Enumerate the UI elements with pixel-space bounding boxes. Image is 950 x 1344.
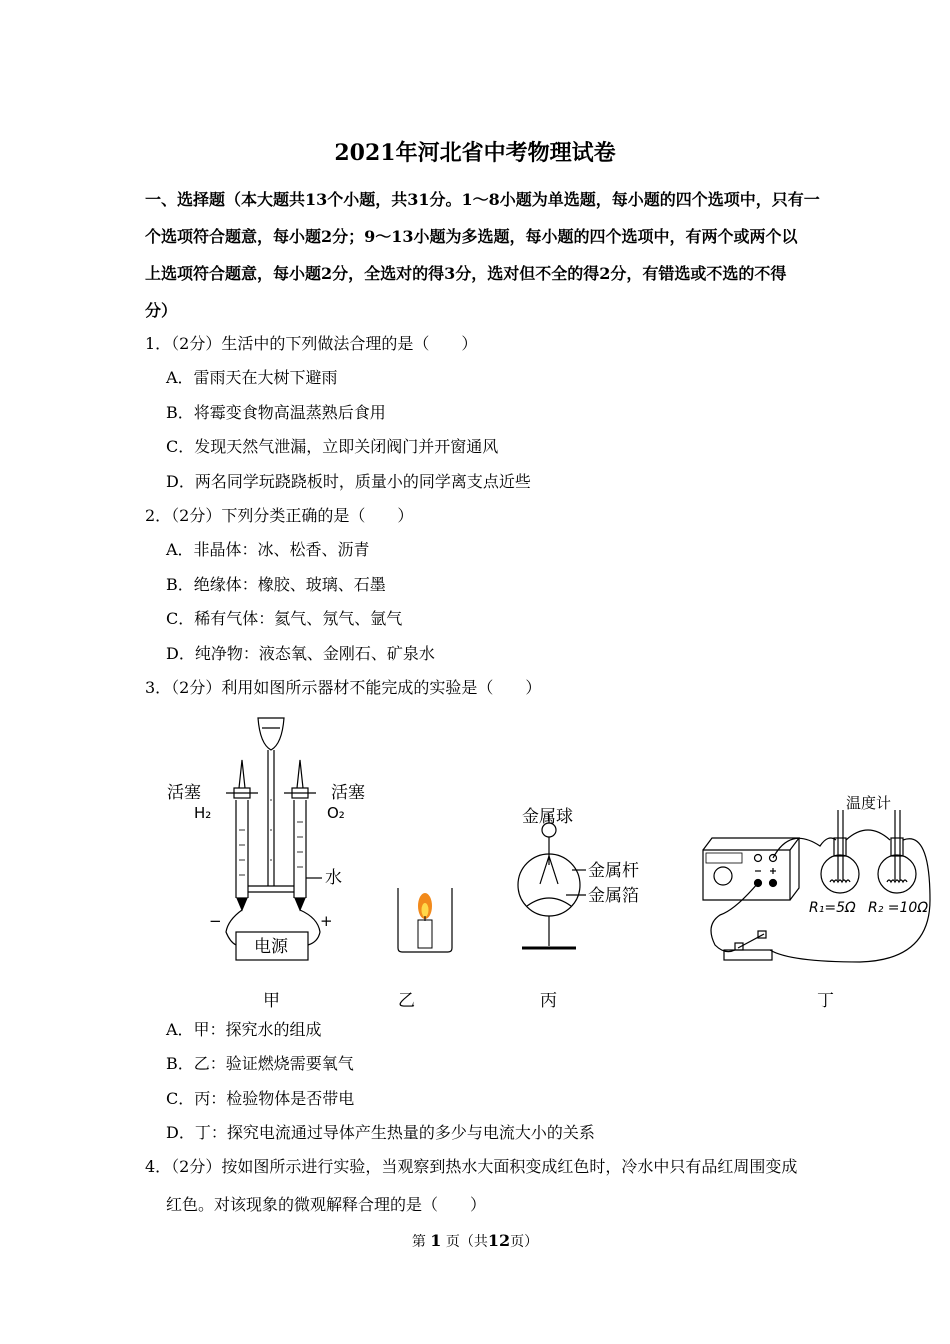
question-1-option-c: C．发现天然气泄漏，立即关闭阀门并开窗通风 [166,437,499,456]
question-3-option-b: B．乙：验证燃烧需要氧气 [166,1054,354,1073]
metal-ball-label: 金属球 [522,807,573,827]
thermometer-label: 温度计 [846,794,892,812]
question-2-option-c: C．稀有气体：氦气、氖气、氩气 [166,609,403,628]
question-4-stem-line-1: 4．（2分）按如图所示进行实验，当观察到热水大面积变成红色时，冷水中只有品红周围变成 [145,1157,798,1176]
resistor-1-label: R₁=5Ω [809,900,856,916]
section-instructions-line-4: 分） [145,301,178,320]
question-2-option-a: A．非晶体：冰、松香、沥青 [166,540,370,559]
joule-heating-circuit [703,810,930,962]
section-instructions-line-2: 个选项符合题意，每小题2分；9～13小题为多选题，每小题的四个选项中，有两个或两个以 [145,227,798,246]
hydrogen-label: H₂ [194,804,212,822]
candle-in-beaker [398,888,452,952]
total-pages: 12 [487,1231,511,1250]
resistor-2-label: R₂ =10Ω [868,900,929,916]
question-3-stem: 3．（2分）利用如图所示器材不能完成的实验是（ ） [145,678,542,697]
question-1-option-d: D．两名同学玩跷跷板时，质量小的同学离支点近些 [166,472,531,491]
question-4-stem-line-2: 红色。对该现象的微观解释合理的是（ ） [166,1195,487,1214]
question-3-option-c: C．丙：检验物体是否带电 [166,1089,355,1108]
figure-label-ding: 丁 [817,991,834,1011]
negative-terminal-label: − [209,912,222,930]
electrolysis-apparatus [226,718,322,960]
figure-label-bing: 丙 [540,991,557,1011]
knob-icon [714,867,732,885]
metal-rod-label: 金属杆 [588,861,639,881]
page-footer [0,1231,950,1251]
water-label: 水 [325,868,342,888]
positive-terminal-label: + [320,912,333,930]
question-3-option-d: D．丁：探究电流通过导体产生热量的多少与电流大小的关系 [166,1123,595,1142]
question-1-option-a: A．雷雨天在大树下避雨 [166,368,338,387]
question-1-stem: 1．（2分）生活中的下列做法合理的是（ ） [145,334,478,353]
figure-label-yi: 乙 [398,991,415,1011]
power-source-label: 电源 [254,937,288,957]
question-1-option-b: B．将霉变食物高温蒸熟后食用 [166,403,386,422]
figure-label-jia: 甲 [263,991,280,1011]
footer-middle: 页（共 [445,1234,488,1250]
question-2-stem: 2．（2分）下列分类正确的是（ ） [145,506,414,525]
section-instructions-line-3: 上选项符合题意，每小题2分，全选对的得3分，选对但不全的得2分，有错选或不选的不得 [145,264,787,283]
oxygen-label: O₂ [327,804,345,822]
question-3-figure [150,706,950,976]
section-instructions-line-1: 一、选择题（本大题共13个小题，共31分。1～8小题为单选题，每小题的四个选项中，只有一 [145,190,820,209]
question-3-option-a: A．甲：探究水的组成 [166,1020,322,1039]
question-2-option-d: D．纯净物：液态氧、金刚石、矿泉水 [166,644,435,663]
page-title: 2021年河北省中考物理试卷 [334,140,616,166]
footer-prefix: 第 [411,1234,426,1250]
current-page-number: 1 [430,1231,442,1250]
question-2-option-b: B．绝缘体：橡胶、玻璃、石墨 [166,575,386,594]
left-valve-label: 活塞 [167,783,201,803]
metal-foil-label: 金属箔 [588,886,639,906]
footer-suffix: 页） [510,1234,539,1250]
electroscope [518,815,586,948]
right-valve-label: 活塞 [331,783,365,803]
